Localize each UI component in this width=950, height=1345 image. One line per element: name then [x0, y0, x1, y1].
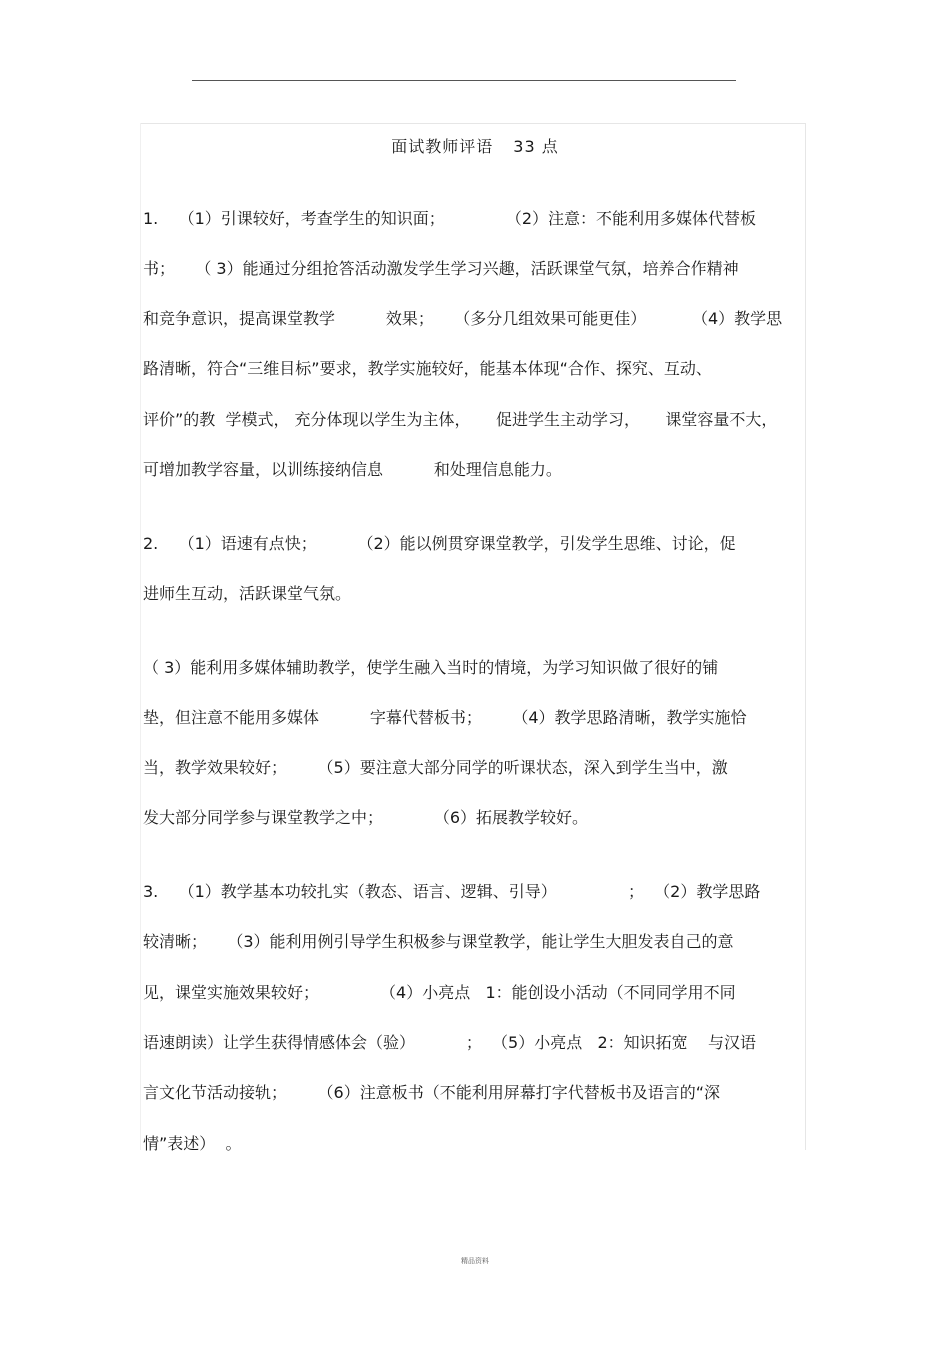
title-count: 33 点 — [513, 137, 559, 156]
header-rule — [192, 80, 736, 81]
paragraph-line: 当，教学效果较好； （5）要注意大部分同学的听课状态，深入到学生当中，激 — [143, 758, 728, 777]
paragraph-line: 书； （ 3）能通过分组抢答活动激发学生学习兴趣，活跃课堂气氛，培养合作精神 — [143, 259, 739, 278]
footer-label: 精品资料 — [461, 1257, 489, 1265]
title-text: 面试教师评语 — [391, 137, 494, 156]
paragraph-line: 评价”的教 学模式， 充分体现以学生为主体， 促进学生主动学习， 课堂容量不大， — [143, 410, 778, 429]
paragraph-line: （ 3）能利用多媒体辅助教学，使学生融入当时的情境，为学习知识做了很好的铺 — [143, 658, 719, 677]
paragraph-line: 语速朗读）让学生获得情感体会（验） ； （5）小亮点 2：知识拓宽 与汉语 — [143, 1033, 756, 1052]
paragraph-line: 情”表述） 。 — [143, 1134, 242, 1153]
paragraph-line: 发大部分同学参与课堂教学之中； （6）拓展教学较好。 — [143, 808, 589, 827]
frame-border-right — [805, 123, 806, 1150]
paragraph-line: 见，课堂实施效果较好； （4）小亮点 1：能创设小活动（不同同学用不同 — [143, 983, 736, 1002]
paragraph-line: 言文化节活动接轨； （6）注意板书（不能利用屏幕打字代替板书及语言的“深 — [143, 1083, 720, 1102]
frame-border-left — [140, 123, 141, 1150]
paragraph-line: 进师生互动，活跃课堂气氛。 — [143, 584, 352, 603]
paragraph-line: 路清晰，符合“三维目标”要求，教学实施较好，能基本体现“合作、探究、互动、 — [143, 359, 712, 378]
paragraph-line: 2. （1）语速有点快； （2）能以例贯穿课堂教学，引发学生思维、讨论，促 — [143, 534, 736, 553]
frame-border-top — [140, 123, 806, 124]
paragraph-line: 1. （1）引课较好，考查学生的知识面； （2）注意：不能利用多媒体代替板 — [143, 209, 757, 228]
page-title — [0, 134, 950, 157]
paragraph-line: 较清晰； （3）能利用例引导学生积极参与课堂教学，能让学生大胆发表自己的意 — [143, 932, 734, 951]
paragraph-line: 垫，但注意不能用多媒体 字幕代替板书； （4）教学思路清晰，教学实施恰 — [143, 708, 747, 727]
paragraph-line: 3. （1）教学基本功较扎实（教态、语言、逻辑、引导） ； （2）教学思路 — [143, 882, 761, 901]
paragraph-line: 和竞争意识，提高课堂教学 效果； （多分几组效果可能更佳） （4）教学思 — [143, 309, 783, 328]
paragraph-line: 可增加教学容量，以训练接纳信息 和处理信息能力。 — [143, 460, 562, 479]
